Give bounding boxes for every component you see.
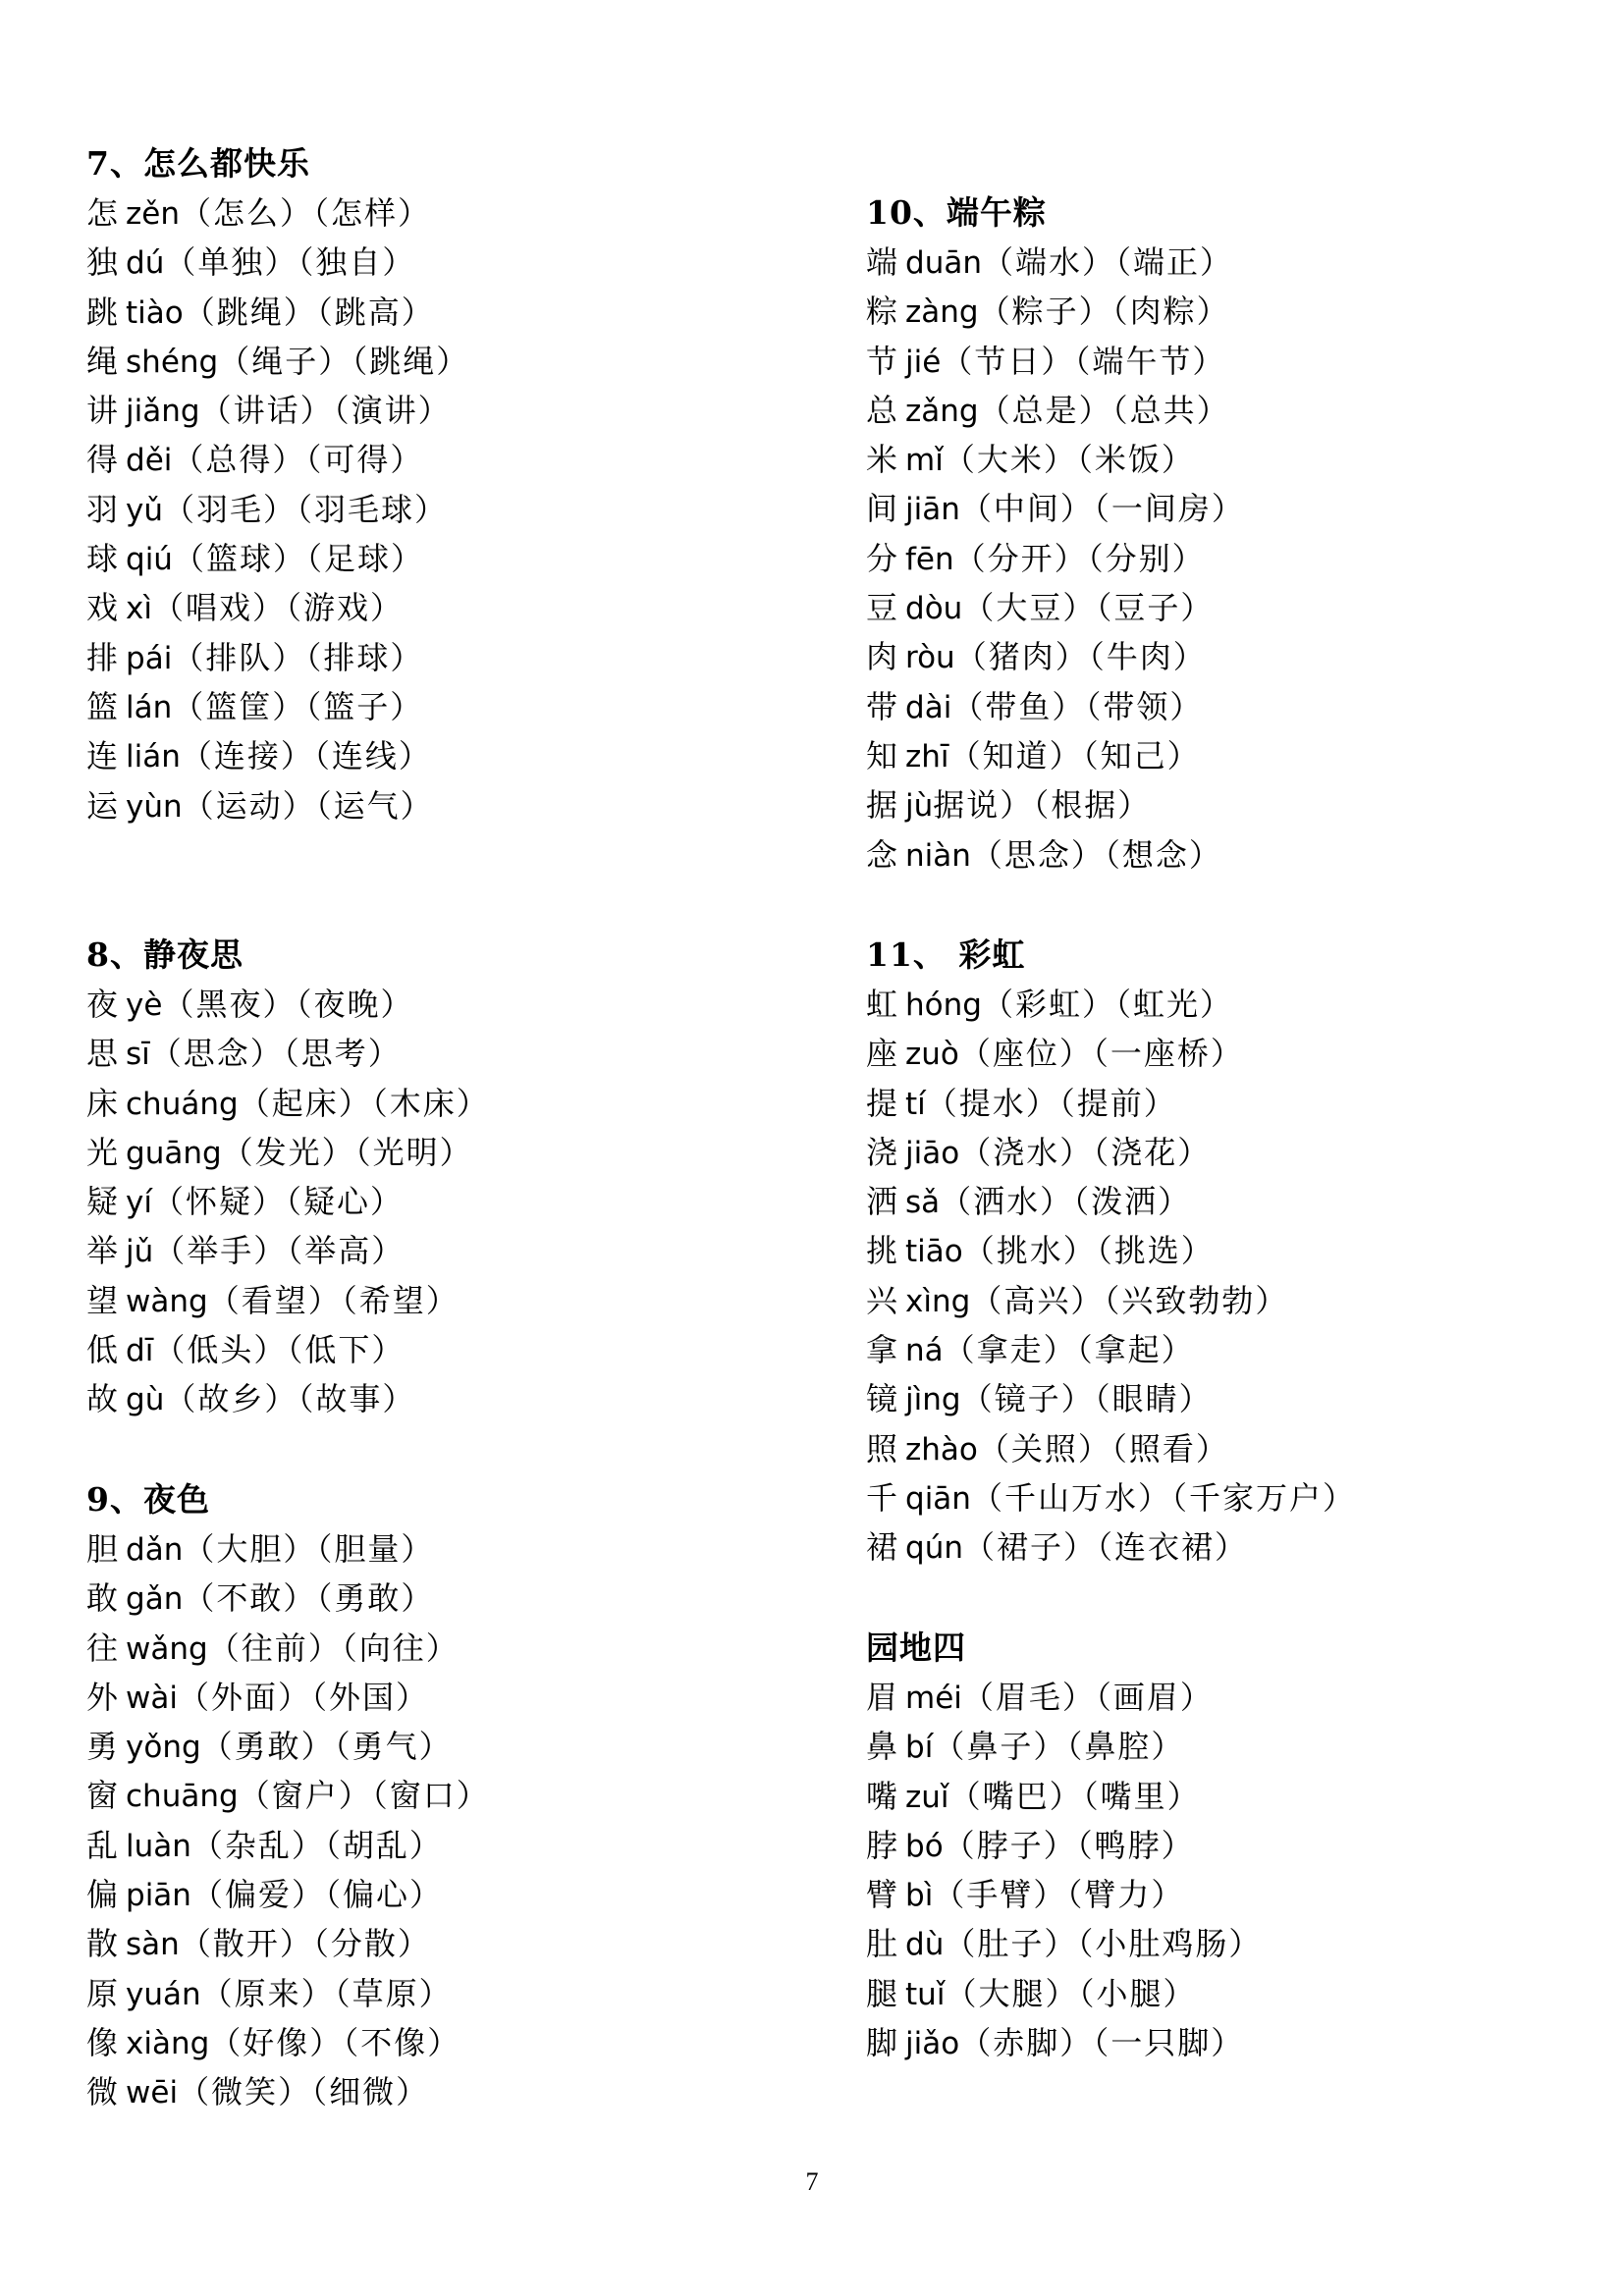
- vocab-entry: [86, 1821, 490, 1870]
- entry-words: （粽子）（肉粽）: [978, 293, 1230, 331]
- entry-pinyin: méi: [905, 1681, 962, 1716]
- entry-list: [86, 980, 490, 1424]
- entry-pinyin: tiāo: [905, 1234, 963, 1270]
- entry-words: （绳子）（跳绳）: [218, 342, 470, 380]
- entry-character: 兴: [866, 1281, 898, 1319]
- entry-words: （往前）（向往）: [207, 1629, 460, 1667]
- entry-character: 得: [86, 441, 119, 479]
- section-title: 7、怎么都快乐: [86, 144, 310, 183]
- entry-pinyin: hóng: [905, 988, 982, 1023]
- entry-character: 眉: [866, 1679, 898, 1716]
- entry-pinyin: niàn: [905, 837, 971, 874]
- entry-pinyin: tuǐ: [905, 1976, 946, 2012]
- vocab-entry: [86, 1029, 490, 1078]
- entry-character: 千: [866, 1478, 898, 1517]
- entry-pinyin: wǎng: [126, 1630, 208, 1667]
- entry-character: 带: [866, 687, 898, 725]
- entry-words: （总是）（总共）: [978, 391, 1230, 429]
- entry-character: 脖: [866, 1826, 898, 1864]
- entry-words: （讲话）（演讲）: [199, 392, 452, 430]
- entry-pinyin: luàn: [126, 1828, 191, 1864]
- vocab-entry: [866, 1522, 1356, 1572]
- section-title: 10、端午粽: [866, 193, 1047, 232]
- vocab-entry: [866, 1821, 1262, 1870]
- entry-words: （运动）（运气）: [182, 786, 434, 825]
- entry-pinyin: děi: [126, 443, 173, 479]
- vocab-entry: [86, 288, 469, 337]
- entry-character: 肚: [866, 1925, 898, 1963]
- vocab-entry: [86, 534, 469, 583]
- entry-character: 照: [866, 1429, 898, 1468]
- vocab-entry: [866, 435, 1245, 484]
- entry-words: （提水）（提前）: [925, 1084, 1177, 1122]
- entry-character: 据: [866, 786, 898, 825]
- entry-words: （怎么）（怎样）: [180, 194, 432, 232]
- entry-character: 散: [86, 1925, 119, 1963]
- vocab-entry: [86, 238, 469, 287]
- entry-words: （中间）（一间房）: [959, 490, 1245, 528]
- entry-words: （大腿）（小腿）: [945, 1974, 1197, 2012]
- vocab-entry: [866, 1325, 1356, 1374]
- entry-words: （黑夜）（夜晚）: [162, 986, 414, 1023]
- vocab-entry: [86, 1374, 490, 1423]
- entry-character: 乱: [86, 1826, 119, 1864]
- vocab-entry: [866, 583, 1245, 632]
- entry-character: 敢: [86, 1579, 119, 1618]
- entry-words: （知道）（知己）: [948, 736, 1201, 774]
- entry-character: 胆: [86, 1530, 119, 1568]
- entry-words: （嘴巴）（嘴里）: [948, 1777, 1201, 1815]
- entry-character: 豆: [866, 589, 898, 627]
- entry-pinyin: gǎn: [126, 1581, 184, 1618]
- vocab-entry: [866, 1969, 1262, 2018]
- vocab-entry: [86, 1325, 490, 1374]
- entry-pinyin: yǒng: [126, 1730, 201, 1766]
- entry-words: （原来）（草原）: [200, 1974, 453, 2012]
- vocab-entry: [866, 1870, 1262, 1919]
- entry-pinyin: xiàng: [126, 2025, 210, 2061]
- entry-pinyin: yùn: [126, 788, 183, 825]
- entry-pinyin: zhī: [905, 738, 949, 774]
- entry-words: （大米）（米饭）: [943, 441, 1195, 479]
- entry-pinyin: yè: [126, 988, 163, 1023]
- vocab-entry: [866, 238, 1245, 287]
- vocab-entry: [86, 1919, 490, 1968]
- entry-pinyin: fēn: [905, 541, 954, 577]
- entry-words: （端水）（端正）: [982, 243, 1234, 281]
- entry-pinyin: jiǎo: [905, 2026, 960, 2062]
- entry-character: 嘴: [866, 1777, 898, 1815]
- entry-words: （羽毛）（羽毛球）: [163, 490, 449, 528]
- entry-pinyin: wēi: [126, 2075, 179, 2111]
- entry-pinyin: jù: [905, 788, 934, 825]
- entry-character: 运: [86, 786, 119, 825]
- entry-words: （千山万水）（千家万户）: [970, 1478, 1356, 1517]
- entry-character: 举: [86, 1232, 119, 1270]
- vocab-entry: [86, 485, 469, 534]
- entry-pinyin: qiān: [905, 1480, 971, 1517]
- vocab-entry: [86, 1276, 490, 1325]
- entry-character: 羽: [86, 490, 119, 528]
- entry-character: 虹: [866, 986, 898, 1023]
- entry-words: （镜子）（眼睛）: [960, 1380, 1213, 1418]
- entry-character: 提: [866, 1084, 898, 1122]
- entry-words: （外面）（外国）: [177, 1678, 429, 1716]
- entry-words: （带鱼）（带领）: [951, 687, 1204, 725]
- entry-character: 排: [86, 638, 119, 676]
- entry-pinyin: shéng: [126, 344, 219, 380]
- entry-pinyin: duān: [905, 245, 982, 281]
- vocab-entry: [866, 780, 1245, 829]
- vocab-entry: [86, 1177, 490, 1226]
- entry-words: （大豆）（豆子）: [962, 589, 1215, 627]
- entry-list: [86, 1524, 490, 2117]
- entry-pinyin: guāng: [126, 1135, 222, 1171]
- entry-character: 裙: [866, 1528, 898, 1567]
- entry-character: 端: [866, 243, 898, 281]
- entry-character: 腿: [866, 1974, 898, 2012]
- vocab-entry: [86, 1574, 490, 1623]
- entry-pinyin: qiú: [126, 542, 173, 578]
- entry-character: 连: [86, 737, 119, 775]
- entry-character: 浇: [866, 1133, 898, 1171]
- vocab-entry: [86, 1969, 490, 2018]
- vocab-entry: [866, 1226, 1356, 1275]
- vocab-entry: [86, 386, 469, 435]
- entry-character: 球: [86, 540, 119, 578]
- entry-pinyin: dòu: [905, 591, 963, 627]
- vocab-entry: [866, 1722, 1262, 1771]
- entry-list: [866, 980, 1356, 1573]
- entry-words: （起床）（木床）: [238, 1084, 490, 1122]
- entry-character: 米: [866, 441, 898, 479]
- entry-character: 疑: [86, 1183, 119, 1221]
- vocab-entry: [86, 1624, 490, 1673]
- entry-list: [86, 188, 469, 830]
- entry-words: （总得）（可得）: [172, 441, 424, 479]
- entry-pinyin: bí: [905, 1730, 934, 1766]
- entry-words: （肚子）（小肚鸡肠）: [944, 1925, 1263, 1963]
- vocab-entry: [866, 1473, 1356, 1522]
- section-title: 9、夜色: [86, 1480, 210, 1519]
- entry-words: （排队）（排球）: [172, 638, 424, 676]
- vocab-entry: [866, 534, 1245, 583]
- entry-words: （微笑）（细微）: [178, 2073, 430, 2111]
- section-8: [86, 931, 490, 1424]
- entry-pinyin: jiāo: [905, 1135, 960, 1171]
- vocab-entry: [866, 2018, 1262, 2067]
- entry-character: 脚: [866, 2024, 898, 2062]
- entry-words: （窗户）（窗口）: [238, 1777, 490, 1815]
- entry-pinyin: lián: [126, 739, 181, 775]
- section-10: [866, 188, 1245, 880]
- entry-words: （单独）（独自）: [164, 243, 416, 282]
- vocab-entry: [866, 731, 1245, 780]
- section-garden-4: [866, 1624, 1262, 2067]
- section-title: 园地四: [866, 1629, 966, 1667]
- entry-words: （偏爱）（偏心）: [190, 1876, 443, 1914]
- entry-pinyin: pái: [126, 640, 173, 676]
- entry-character: 篮: [86, 687, 119, 725]
- entry-character: 低: [86, 1331, 119, 1369]
- section-7: [86, 139, 469, 830]
- entry-words: （怀疑）（疑心）: [151, 1183, 404, 1221]
- entry-list: [866, 238, 1245, 880]
- entry-pinyin: bì: [905, 1878, 934, 1914]
- entry-words: （思念）（想念）: [970, 835, 1222, 874]
- vocab-entry: [86, 1226, 490, 1275]
- entry-pinyin: wàng: [126, 1283, 208, 1319]
- entry-character: 知: [866, 736, 898, 774]
- vocab-entry: [86, 1524, 490, 1574]
- entry-words: （故乡）（故事）: [164, 1380, 416, 1418]
- entry-pinyin: jiǎng: [126, 394, 200, 430]
- entry-words: （赤脚）（一只脚）: [959, 2024, 1245, 2062]
- entry-words: （散开）（分散）: [179, 1925, 431, 1963]
- vocab-entry: [86, 1128, 490, 1177]
- entry-words: （连接）（连线）: [180, 737, 432, 775]
- entry-character: 肉: [866, 638, 898, 676]
- section-9: [86, 1475, 490, 2117]
- entry-pinyin: zǎng: [905, 393, 979, 429]
- entry-words: （鼻子）（鼻腔）: [933, 1728, 1185, 1766]
- entry-pinyin: dù: [905, 1927, 945, 1963]
- entry-pinyin: ná: [905, 1333, 944, 1369]
- entry-pinyin: dài: [905, 689, 952, 725]
- entry-words: （浇水）（浇花）: [959, 1133, 1212, 1171]
- entry-character: 光: [86, 1133, 119, 1171]
- entry-words: （低头）（低下）: [153, 1331, 406, 1369]
- vocab-entry: [86, 1673, 490, 1722]
- entry-pinyin: tiào: [126, 294, 184, 331]
- vocab-entry: [86, 1870, 490, 1919]
- vocab-entry: [866, 1276, 1356, 1325]
- entry-pinyin: jié: [905, 344, 942, 380]
- entry-pinyin: dī: [126, 1333, 154, 1369]
- entry-character: 勇: [86, 1728, 119, 1766]
- entry-pinyin: mǐ: [905, 443, 944, 479]
- entry-pinyin: jǔ: [126, 1234, 154, 1270]
- entry-words: （篮筐）（篮子）: [172, 687, 424, 725]
- vocab-entry: [866, 1128, 1356, 1177]
- entry-words: （手臂）（臂力）: [933, 1876, 1185, 1914]
- vocab-entry: [866, 1374, 1356, 1423]
- entry-pinyin: yǔ: [126, 492, 164, 528]
- entry-words: （不敢）（勇敢）: [183, 1579, 435, 1618]
- entry-character: 故: [86, 1380, 119, 1418]
- entry-character: 洒: [866, 1183, 898, 1221]
- entry-words: （发光）（光明）: [221, 1133, 473, 1171]
- vocab-entry: [866, 1079, 1356, 1128]
- entry-words: （拿走）（拿起）: [943, 1331, 1195, 1369]
- section-title: 11、 彩虹: [866, 935, 1026, 974]
- vocab-entry: [866, 682, 1245, 731]
- entry-pinyin: zuǐ: [905, 1779, 949, 1815]
- entry-character: 讲: [86, 392, 119, 430]
- entry-character: 原: [86, 1974, 119, 2012]
- entry-character: 窗: [86, 1777, 119, 1815]
- entry-character: 绳: [86, 342, 119, 380]
- entry-words: （彩虹）（虹光）: [981, 986, 1233, 1023]
- entry-words: （看望）（希望）: [207, 1281, 460, 1319]
- entry-pinyin: tí: [905, 1086, 926, 1122]
- entry-character: 怎: [86, 194, 119, 232]
- entry-character: 微: [86, 2073, 119, 2111]
- page-number: 7: [805, 2167, 819, 2196]
- vocab-entry: [86, 633, 469, 682]
- vocab-entry: [86, 1079, 490, 1128]
- entry-pinyin: sī: [126, 1037, 150, 1073]
- entry-character: 节: [866, 342, 898, 380]
- vocab-entry: [866, 1919, 1262, 1968]
- entry-words: （好像）（不像）: [209, 2023, 461, 2061]
- entry-pinyin: chuáng: [126, 1086, 239, 1122]
- entry-words: （杂乱）（胡乱）: [190, 1826, 443, 1864]
- vocab-entry: [866, 337, 1245, 386]
- entry-words: （节日）（端午节）: [941, 342, 1226, 380]
- entry-character: 挑: [866, 1232, 898, 1270]
- entry-pinyin: zuò: [905, 1037, 959, 1073]
- entry-pinyin: dǎn: [126, 1532, 184, 1568]
- vocab-entry: [86, 731, 469, 780]
- entry-character: 偏: [86, 1876, 119, 1914]
- entry-character: 跳: [86, 293, 119, 331]
- entry-words: （洒水）（泼洒）: [940, 1183, 1192, 1221]
- entry-words: （眉毛）（画眉）: [961, 1679, 1214, 1716]
- vocab-entry: [86, 980, 490, 1029]
- entry-character: 像: [86, 2023, 119, 2061]
- entry-words: （关照）（照看）: [977, 1429, 1229, 1468]
- entry-character: 总: [866, 391, 898, 429]
- entry-character: 镜: [866, 1380, 898, 1418]
- entry-pinyin: xì: [126, 591, 152, 627]
- entry-words: （思念）（思考）: [149, 1035, 402, 1073]
- entry-character: 间: [866, 490, 898, 528]
- entry-pinyin: gù: [126, 1382, 165, 1418]
- entry-pinyin: chuāng: [126, 1779, 239, 1815]
- vocab-entry: [86, 682, 469, 731]
- vocab-entry: [86, 583, 469, 632]
- entry-words: 据说）（根据）: [933, 786, 1152, 825]
- vocab-entry: [866, 1772, 1262, 1821]
- vocab-entry: [866, 1177, 1356, 1226]
- entry-pinyin: jìng: [905, 1382, 961, 1418]
- vocab-entry: [86, 188, 469, 238]
- entry-list: [866, 1673, 1262, 2067]
- entry-character: 念: [866, 835, 898, 874]
- entry-pinyin: xìng: [905, 1283, 971, 1319]
- entry-pinyin: qún: [905, 1530, 963, 1567]
- vocab-entry: [86, 435, 469, 484]
- vocab-entry: [866, 1673, 1262, 1722]
- entry-words: （脖子）（鸭脖）: [943, 1826, 1195, 1864]
- entry-character: 夜: [86, 986, 119, 1023]
- entry-character: 粽: [866, 293, 898, 331]
- vocab-entry: [86, 337, 469, 386]
- entry-character: 外: [86, 1678, 119, 1716]
- entry-pinyin: zhào: [905, 1431, 978, 1468]
- vocab-entry: [86, 1722, 490, 1771]
- vocab-entry: [866, 287, 1245, 336]
- entry-words: （勇敢）（勇气）: [200, 1728, 453, 1766]
- entry-pinyin: yuán: [126, 1976, 201, 2012]
- entry-character: 分: [866, 539, 898, 577]
- entry-character: 拿: [866, 1331, 898, 1369]
- vocab-entry: [86, 2018, 490, 2067]
- entry-words: （分开）（分别）: [953, 539, 1206, 577]
- entry-character: 臂: [866, 1876, 898, 1914]
- vocab-entry: [86, 1771, 490, 1820]
- entry-character: 戏: [86, 589, 119, 627]
- vocab-entry: [866, 830, 1245, 880]
- entry-words: （挑水）（挑选）: [962, 1232, 1215, 1270]
- vocab-entry: [866, 386, 1245, 435]
- vocab-entry: [866, 980, 1356, 1029]
- entry-words: （猪肉）（牛肉）: [954, 638, 1207, 676]
- entry-pinyin: jiān: [905, 492, 960, 528]
- entry-character: 座: [866, 1035, 898, 1073]
- entry-pinyin: wài: [126, 1680, 178, 1716]
- vocab-entry: [866, 1424, 1356, 1473]
- entry-pinyin: sàn: [126, 1927, 180, 1963]
- entry-pinyin: yí: [126, 1185, 152, 1221]
- entry-character: 思: [86, 1035, 119, 1073]
- section-11: [866, 931, 1356, 1573]
- section-title: 8、静夜思: [86, 935, 244, 974]
- entry-character: 往: [86, 1629, 119, 1667]
- entry-character: 望: [86, 1281, 119, 1319]
- entry-words: （篮球）（足球）: [172, 540, 424, 578]
- entry-pinyin: piān: [126, 1878, 191, 1914]
- entry-pinyin: dú: [126, 245, 165, 282]
- entry-character: 床: [86, 1084, 119, 1122]
- entry-words: （高兴）（兴致勃勃）: [970, 1281, 1289, 1319]
- entry-character: 独: [86, 243, 119, 282]
- vocab-entry: [866, 632, 1245, 681]
- vocab-entry: [86, 781, 469, 830]
- entry-words: （跳绳）（跳高）: [183, 293, 435, 331]
- entry-words: （座位）（一座桥）: [958, 1035, 1244, 1073]
- entry-pinyin: zàng: [905, 294, 979, 331]
- vocab-entry: [866, 484, 1245, 533]
- entry-character: 鼻: [866, 1728, 898, 1766]
- entry-pinyin: bó: [905, 1828, 944, 1864]
- entry-words: （唱戏）（游戏）: [151, 589, 404, 627]
- vocab-entry: [866, 1029, 1356, 1078]
- vocab-entry: [86, 2067, 490, 2116]
- entry-words: （裙子）（连衣裙）: [963, 1528, 1249, 1567]
- entry-words: （大胆）（胆量）: [183, 1530, 435, 1568]
- entry-pinyin: zěn: [126, 196, 181, 232]
- entry-pinyin: ròu: [905, 640, 955, 676]
- entry-words: （举手）（举高）: [153, 1232, 406, 1270]
- entry-pinyin: lán: [126, 689, 173, 725]
- entry-pinyin: sǎ: [905, 1185, 941, 1221]
